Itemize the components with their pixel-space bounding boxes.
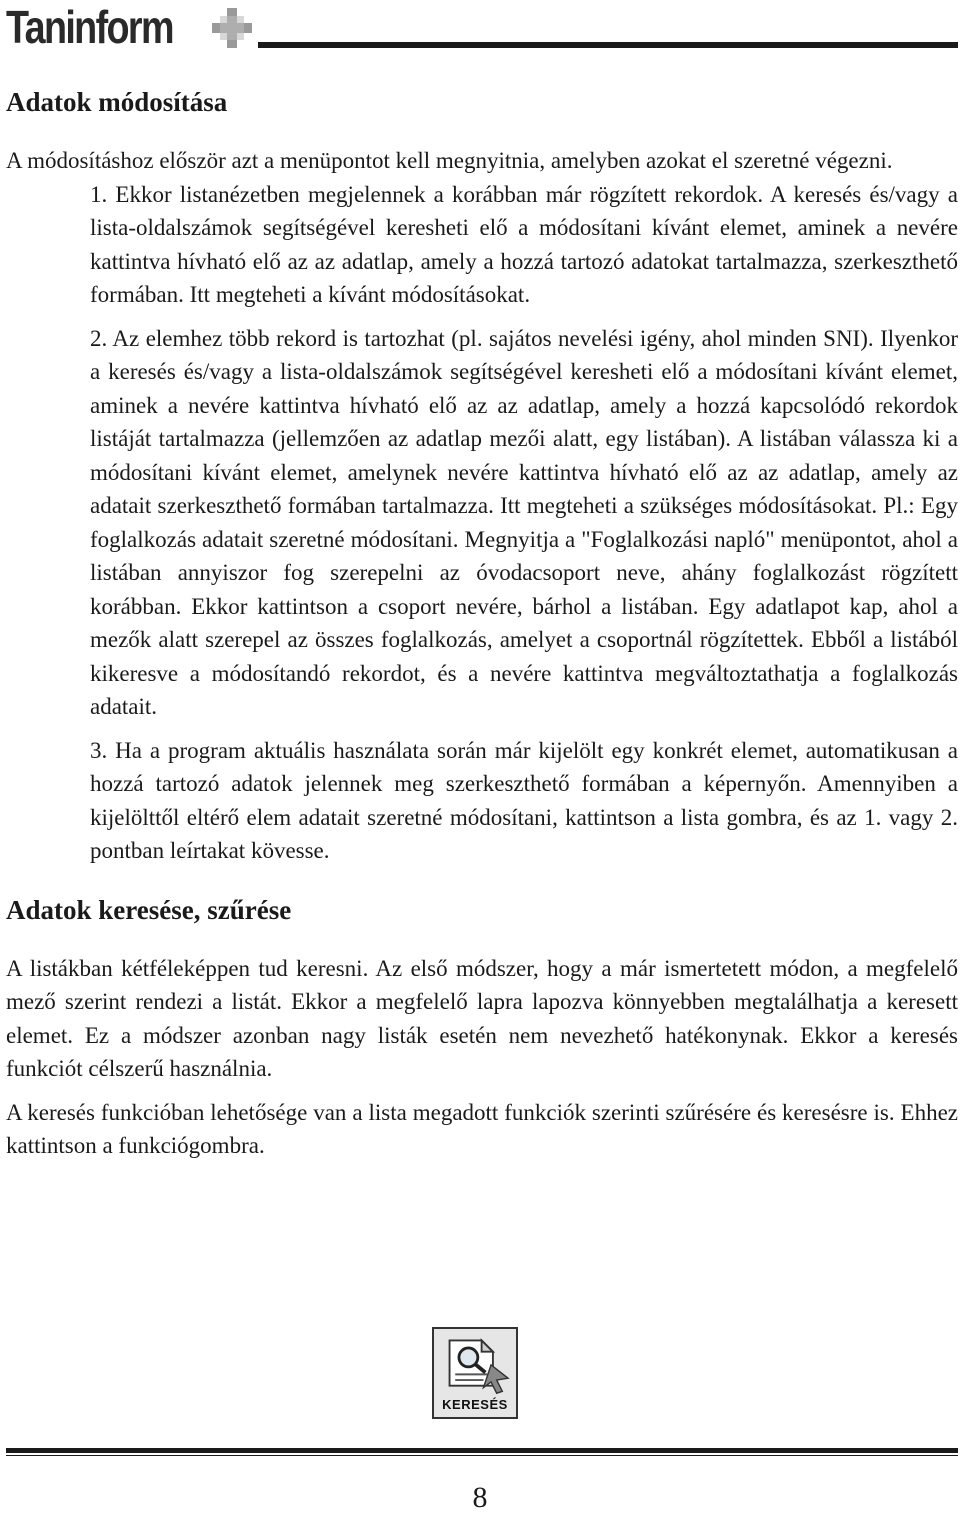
section-heading-modify: Adatok módosítása <box>6 87 228 117</box>
footer-rule <box>6 1448 958 1453</box>
paragraph-search-2: A keresés funkcióban lehetősége van a lista megadott funkciók szerinti szűrésére és keresésre is. Ehhez kattintson a funkciógombra. <box>6 1099 958 1158</box>
logo-cross-icon <box>212 8 252 48</box>
footer-rule-thin <box>6 1455 958 1456</box>
paragraph-intro: A módosításhoz először azt a menüpontot kell megnyitnia, amelyben azokat el szeretné végezni. <box>6 148 893 173</box>
page-number: 8 <box>472 1481 488 1514</box>
list-item-3: 3. Ha a program aktuális használata során már kijelölt egy konkrét elemet, automatikusan a hozzá tartozó adatok jelennek meg szerkeszthető formában a képernyőn. Amennyiben a kijelölttől eltérő elem adatait szeretné módosítani, kattintson a lista gombra, és az 1. vagy 2. pontban leírtakat kövesse. <box>90 737 958 863</box>
paragraph-search-1: A listákban kétféleképpen tud keresni. Az első módszer, hogy a már ismertetett módon, a megfelelő mező szerint rendezi a listát. Ekkor a megfelelő lapra lapozva könnyebben megtalálhatja a keresett elemet. Ez a módszer azonban nagy listák esetén nem nevezhető hatékonynak. Ekkor a keresés funkciót célszerű használnia. <box>6 955 958 1081</box>
page-content <box>6 80 958 1163</box>
section-heading-search: Adatok keresése, szűrése <box>6 894 292 925</box>
list-item-1: 1. Ekkor listanézetben megjelennek a korábban már rögzített rekordok. A keresés és/vagy a lista-oldalszámok segítségével keresheti elő a módosítani kívánt elemet, aminek a nevére kattintva hívható elő az az adatlap, amely a hozzá tartozó adatokat tartalmazza, szerkeszthető formában. Itt megteheti a kívánt módosításokat. <box>90 181 958 307</box>
header-rule <box>258 42 958 48</box>
search-button-label: KERESÉS <box>442 1397 508 1412</box>
list-item-2: 2. Az elemhez több rekord is tartozhat (pl. sajátos nevelési igény, ahol minden SNI). Ilyenkor a keresés és/vagy a lista-oldalszámok segítségével keresheti elő a módosítani kívánt elemet, aminek a nevére kattintva hívható elő az az adatlap, amely a hozzá kapcsolódó rekordok listáját tartalmazza (jellemzően az adatlap mezői alatt, egy listában). A listában válassza ki a módosítani kívánt elemet, amelynek nevére kattintva hívható elő az az adatlap, amely az adatait szerkeszthető formában tartalmazza. Itt megteheti a szükséges módosításokat. Pl.: Egy foglalkozás adatait szeretné módosítani. Megnyitja a "Foglalkozási napló" menüpontot, ahol a listában annyiszor fog szerepelni az óvodacsoport neve, ahány foglalkozást rögzített korábban. Ekkor kattintson a csoport nevére, bárhol a listában. Egy adatlapot kap, ahol a mezők alatt szerepel az összes foglalkozás, amelyet a csoportnál rögzítettek. Ebből a listából kikeresve a módosítandó rekordot, és a nevére kattintva megváltoztathatja a foglalkozás adatait. <box>90 325 958 719</box>
magnifier-document-icon <box>434 1331 516 1397</box>
logo: Taninform <box>6 1 173 53</box>
page-header <box>6 2 958 54</box>
search-button[interactable] <box>432 1327 518 1419</box>
